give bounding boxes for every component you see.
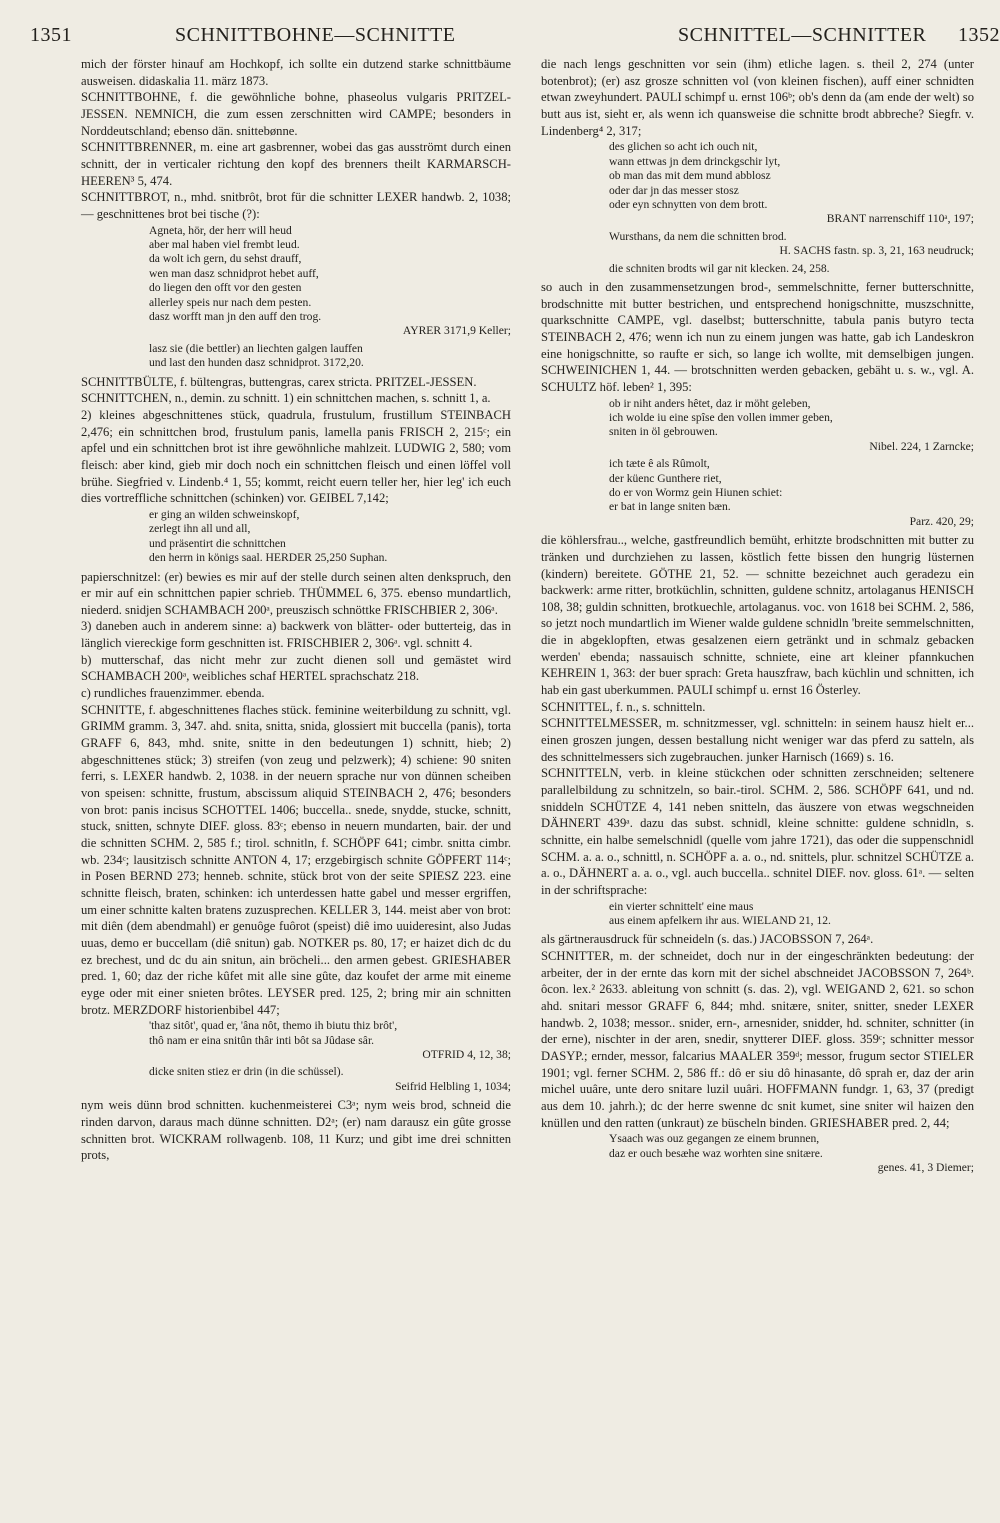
entry-paragraph: mich der förster hinauf am Hochkopf, ich sollte ein dutzend starke schnittbäume ausweisen. didaskalia 11. märz 1873. [81,57,511,88]
verse-line: aber mal haben viel frembt leud. [149,237,300,251]
verse-source: Parz. 420, 29; [909,514,974,528]
verse-line: ob man das mit dem mund abblosz [609,169,771,183]
entry-paragraph: als gärtnerausdruck für schneideln (s. das.) JACOBSSON 7, 264ᵃ. [541,932,874,947]
verse-line: oder eyn schnytten von dem brott. [609,197,768,211]
verse-line: und last den hunden dasz schnidprot. 3172,20. [149,356,364,370]
entry-paragraph: SCHNITTEL, f. n., s. schnitteln. [541,699,706,714]
verse-quotation [81,1019,511,1062]
verse-source: Nibel. 224, 1 Zarncke; [869,439,974,453]
entry-paragraph: c) rundliches frauenzimmer. ebenda. [81,686,265,701]
entry-paragraph: papierschnitzel: (er) bewies es mir auf der stelle durch seinen alten denkspruch, den er mir auf ein schnittchen papier schrieb. THÜMMEL 6, 375. ebenso mundartlich, niederd. snidjen SCHAMBACH 200ᵃ, preuszisch schnöttke FRISCHBIER 2, 306ᵃ. [81,569,511,617]
verse-line: allerley speis nur nach dem pesten. [149,295,312,309]
entry-paragraph: 3) daneben auch in anderem sinne: a) backwerk von blätter- oder butterteig, das in länglich viereckige form geschnitten ist. FRISCHBIER 2, 306ᵃ. vgl. schnitt 4. [81,619,511,651]
verse-line: oder dar jn das messer stosz [609,183,739,197]
verse-line: den herrn in königs saal. HERDER 25,250 Suphan. [149,551,388,565]
left-running-title: SCHNITTBOHNE—SCHNITTE [175,24,456,46]
verse-line: ich tæte ê als Rûmolt, [609,457,710,471]
right-column [541,56,974,1179]
verse-line: ein vierter schnittelt' eine maus [609,899,754,913]
verse-quotation [81,224,511,339]
entry-paragraph: SCHNITTCHEN, n., demin. zu schnitt. 1) ein schnittchen machen, s. schnitt 1, a. [81,391,491,406]
right-page-number: 1352 [958,24,1000,46]
verse-line: dicke sniten stiez er drin (in die schüssel). [149,1065,344,1079]
entry-paragraph: 2) kleines abgeschnittenes stück, quadrula, frustulum, frustillum STEINBACH 2,476; ein schnittchen brod, frustulum panis, lamella panis FRISCH 2, 215ᶜ; ein apfel und ein schnittchen brot ist ihre gewöhnliche mahlzeit. LUDWIG 2, 580; vom fleisch: aber kind, gieb mir doch noch ein schnittchen fleisch und einen löffel voll brühe. Siegfried v. Lindenb.⁴ 1, 55; kommt, reicht euern teller her, hier leg' ich euch dies vortreffliche schnittchen (schinken) vor. GEIBEL 7,142; [81,407,511,506]
verse-line: do er von Wormz gein Hiunen schiet: [609,485,783,499]
verse-line: lasz sie (die bettler) an liechten galgen lauffen [149,341,363,355]
left-page-number: 1351 [30,24,72,46]
entry-paragraph: SCHNITTELN, verb. in kleine stückchen oder schnitten zerschneiden; seltenere parallelbildung zu schnitzeln, so bair.-tirol. SCHM. 2, 586. SCHÖPF 641, und nd. sniddeln SCHÜTZE 4, 141 neben snitteln, das äuszere von etwas wegschneiden DÄHNERT 439ᵃ. dazu das subst. schnidl, kleine schnitte: guldene schnidln, s. schnitte, ein halbe semelschnidl (quelle vom jahre 1721), das oder die suppenschnidl SCHM. a. a. o., schnittl, n. SCHÖPF a. a. o., nd. snittels, plur. schnitzel SCHÜTZE a. a. o., DÄHNERT a. a. o., vgl. auch buccella.. schnitel DIEF. nov. gloss. 61ᵃ. — selten in der schriftsprache: [541,766,974,897]
verse-quotation [541,262,974,276]
entry-paragraph: so auch in den zusammensetzungen brod-, semmelschnitte, ferner butterschnitte, brodschnitte mit butter bestrichen, und entsprechend honigschnitte, muszschnitte, quarkschnitte CAMPE, vgl. daselbst; butterschnitte, tabula panis butyro tecta STEINBACH 2, 476; wenn ich nun zu einem jungen was hatte, gab ich Landeskron eine honigschnitte, so raufte er sich, so lange ich wollte, mit demselbigen jungen. SCHWEINICHEN 1, 44. — brotschnitten werden gebacken, gebäht u. s. w., vgl. A. SCHULTZ höf. leben² 1, 395: [541,279,974,394]
entry-paragraph: nym weis dünn brod schnitten. kuchenmeisterei C3ᵃ; nym weis brod, schneid die rinden darvon, daraus mach dünne schnitten. D2ᵃ; (er) nam darausz ein gûte grosse schnitten brot. WICKRAM rollwagenb. 108, 11 Kurz; und gibt ime drei schnitten prots, [81,1098,511,1163]
verse-line: der küenc Gunthere riet, [609,471,722,485]
entry-paragraph: die köhlersfrau.., welche, gastfreundlich bemüht, erhitzte brodschnitten mit butter zu tränken und durchziehen zu lassen, köstlich fette bissen den hungrig lüsternen (kindern) bereitete. GÖTHE 21, 52. — schnitte bezeichnet auch geradezu ein backwerk: arme ritter, brotküchlin, schnitten, guldene schnitz, artolaganus HENISCH 108, 38; guldin schnitten, brotkuechle, artolaganus. voc. von 1618 bei SCHM. 2, 586, so jetzt noch mundartlich im Wiener walde guldene schnidln 'breite semmelschnitten, die in abgeklopften, etwas gesalzenen eiern getränkt und in schmalz gebacken werden' ebenda; nassauisch schnitte, schniete, eine art kleiner pfannkuchen KEHREIN 1, 363: der buer sprach: Greta hauszfraw, bach küchlin und schnitten, ich hab ein gast uberkummen. PAULI schimpf u. ernst 16 Österley. [541,533,974,698]
entry-paragraph: SCHNITTELMESSER, m. schnitzmesser, vgl. schnitteln: in seinem hausz hielt er... einen groszen jungen, dessen bestallung nicht weniger war das pferd zu satteln, als des schnittelmessers sich zugebrauchen. junker Harnisch (1669) s. 16. [541,716,974,764]
verse-line: thô nam er eina snitûn thâr inti bôt sa Jûdase sâr. [149,1033,375,1047]
entry-paragraph: SCHNITTBOHNE, f. die gewöhnliche bohne, phaseolus vulgaris PRITZEL-JESSEN. NEMNICH, die zum essen zerschnitten wird CAMPE; besonders in Norddeutschland; ebenso dän. snittebønne. [81,90,511,138]
verse-line: Wursthans, da nem die schnitten brod. [609,229,787,243]
verse-line: zerlegt ihn all und all, [149,522,251,536]
verse-source: Seifrid Helbling 1, 1034; [395,1079,511,1093]
verse-quotation [81,1065,511,1094]
verse-line: 'thaz sitôt', quad er, 'âna nôt, themo ih biutu thiz brôt', [149,1019,398,1033]
verse-line: daz er ouch besæhe waz worhten sine snitære. [609,1146,823,1160]
verse-line: ich wolde iu eine spîse den vollen immer geben, [609,410,833,424]
verse-line: da wolt ich gern, du sehst drauff, [149,252,302,266]
verse-line: er ging an wilden schweinskopf, [149,507,300,521]
running-header [30,14,1000,48]
verse-quotation [541,900,974,929]
left-column [81,56,511,1164]
entry-paragraph: die nach lengs geschnitten vor sein (ihm) etliche lagen. s. theil 2, 274 (unter botenbrot); (er) asz grosze schnitten vol (von kleinen fischen), auff einer schnidten etwan zweyhundert. PAULI schimpf u. ernst 106ᵇ; ob's denn da (am ende der welt) so butt aus ist, sieht er, als wenn ich quansweise die schnitte brodt abbreche? Siegfr. v. Lindenberg⁴ 2, 317; [541,57,974,138]
verse-line: aus einem apfelkern ihr aus. WIELAND 21, 12. [609,914,831,928]
verse-quotation [81,342,511,371]
verse-quotation [541,1132,974,1175]
verse-line: sniten in öl gebrouwen. [609,425,718,439]
verse-line: er bat in lange sniten bæn. [609,500,731,514]
verse-source: OTFRID 4, 12, 38; [422,1048,511,1062]
entry-paragraph: SCHNITTBROT, n., mhd. snitbrôt, brot für die schnitter LEXER handwb. 2, 1038; — geschnittenes brot bei tische (?): [81,190,511,221]
verse-quotation [541,230,974,259]
verse-source: H. SACHS fastn. sp. 3, 21, 163 neudruck; [779,244,974,258]
verse-line: dasz worfft man jn den auff den trog. [149,310,322,323]
verse-line: ob ir niht anders hêtet, daz ir möht geleben, [609,396,811,410]
verse-line: die schniten brodts wil gar nit klecken. 24, 258. [609,261,830,275]
verse-quotation [541,397,974,455]
verse-source: BRANT narrenschiff 110ᵃ, 197; [826,212,974,226]
right-running-title: SCHNITTEL—SCHNITTER [678,24,927,46]
verse-line: des glichen so acht ich ouch nit, [609,140,758,154]
verse-line: und präsentirt die schnittchen [149,536,286,550]
entry-paragraph: b) mutterschaf, das nicht mehr zur zucht dienen soll und gemästet wird SCHAMBACH 200ᵃ, weibliches schaf HERTEL sprachschatz 218. [81,652,511,684]
verse-line: Ysaach was ouz gegangen ze einem brunnen, [609,1132,820,1146]
verse-line: wen man dasz schnidprot hebet auff, [149,266,319,280]
verse-quotation [541,140,974,226]
verse-line: Agneta, hör, der herr will heud [149,223,292,237]
entry-paragraph: SCHNITTE, f. abgeschnittenes flaches stück. feminine weiterbildung zu schnitt, vgl. GRIMM gramm. 3, 347. ahd. snita, snitta, snida, glossiert mit buccella (panis), torta GRAFF 6, 843, mhd. snite, snitte in den bedeutungen 1) schnitt, hieb; 2) abgeschnittenes stück; 3) streifen (von zeug und pelzwerk); 4) schiene: 90 sniten ferri, s. LEXER handwb. 2, 1038. in der neuern sprache nur von dünnen scheiben von speisen: schnitte, frustum, abscissum aliquid STEINBACH 2, 476; besonders von brot: panis incisus SCHOTTEL 1406; buccella.. snede, snydde, stucke, schnitt, stuck, snitten, schnyte DIEF. gloss. 83ᶜ; ebenso in neuern mundarten, bair. der und die schnitten SCHM. 2, 585 f.; tirol. schnitln, f. SCHÖPF 641; cimbr. snitta cimbr. wb. 234ᶜ; lausitzisch schnitte ANTON 4, 17; erzgebirgisch schnite GÖPFERT 114ᶜ; in Posen BERND 273; henneb. schnite, stück brot von der seite SPIESZ 223. eine schnitte fleisch, braten, schinken: ich unterdessen hatte gabel und messer ergriffen, um einer schnitte kalten bratens zuzusprechen. KELLER 3, 144. meist aber von brot: mit diên (dem abendmahl) er genuôge fuôrot (speist) diê imo uuideresint, also Judas uuas, demo er buccellam (diê snitun) gab. NOTKER ps. 80, 17; er haizet dich dc du ez brechest, und dc du ain snitun, ain bröcheli... den armen gebest. GRIESHABER pred. 1, 60; daz der riche kûfet mit alle sine gûte, daz koufet der arme mit eineme eyge oder mit einer snieten brôtes. LEYSER pred. 125, 2; bring mir ain schnitten brotz. MERZDORF historienbibel 447; [81,702,511,1017]
entry-paragraph: SCHNITTBÜLTE, f. bültengras, buttengras, carex stricta. PRITZEL-JESSEN. [81,374,477,389]
verse-quotation [81,508,511,566]
entry-paragraph: SCHNITTBRENNER, m. eine art gasbrenner, wobei das gas ausströmt durch einen schnitt, der in verticaler richtung den kopf des brenners theilt KARMARSCH-HEEREN³ 5, 474. [81,140,511,188]
verse-line: do liegen den offt vor den gesten [149,281,302,295]
verse-line: wann ettwas jn dem drinckgschir lyt, [609,154,781,168]
entry-paragraph: SCHNITTER, m. der schneidet, doch nur in der eingeschränkten bedeutung: der arbeiter, der in der ernte das korn mit der sichel abschneidet JACOBSSON 7, 264ᵇ. ôcon. lex.² 2633. ableitung von schnitt (s. das. 2), vgl. WEIGAND 2, 621. so schon ahd. snitari messor GRAFF 6, 844; mhd. snitære, sniter, snitter, sneder LEXER handwb. 2, 1038; messor.. snider, ern-, arnesnider, snidder, hd. schniter, schnitter (in der erne), nischter in der aren, snedir, snytterer DIEF. gloss. 359ᶜ; schnitter messor DASYP.; ernder, messor, falcarius MAALER 359ᵈ; messor, frugum sector STIELER 1901; vgl. ferner SCHM. 2, 586 ff.: dô er siu dô hinasante, dô sprah er, daz der arin michel uuâre, unte dero snitare luzil uuâri. HOFFMANN fundgr. 1, 63, 37 (predigt aus dem 10. jahrh.); dc der herre swenne dc snit kumet, sine sniter wil haizen den knüllen und den ratten (unkraut) ze büscheln binden. GRIESHABER pred. 2, 44; [541,949,974,1130]
verse-source: AYRER 3171,9 Keller; [402,324,511,338]
verse-quotation [541,457,974,529]
verse-source: genes. 41, 3 Diemer; [877,1161,974,1175]
